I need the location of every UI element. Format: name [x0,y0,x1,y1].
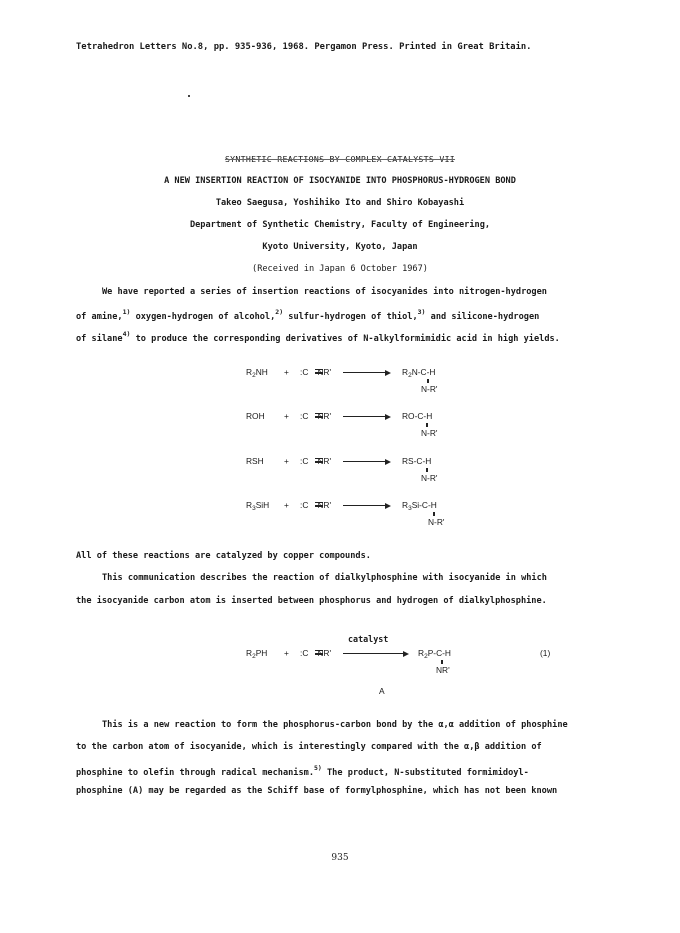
reactant-thiol: RSH [246,456,264,466]
closing-line-2: to the carbon atom of isocyanide, which is interestingly compared with the α,β addition of [76,742,542,752]
plus-sign: + [284,367,289,377]
catalyst-label: catalyst [348,634,389,644]
series-title: SYNTHETIC REACTIONS BY COMPLEX CATALYSTS VII [224,154,456,164]
reactant-silane: $R_3SiH$ [246,500,270,512]
closing-line-4: phosphine (A) may be regarded as the Schiff base of formylphosphine, which has not been known [76,786,558,796]
product-imine: N-R' [421,473,438,483]
reaction-arrow [343,461,389,462]
reactant-phosphine: $R_2PH$ [246,648,268,660]
product-thioformimidate: RS-C-H [402,456,432,466]
speck [188,95,190,97]
ref-5: 5) [314,764,322,772]
ref-3: 3) [417,308,426,316]
communication-line-2: the isocyanide carbon atom is inserted between phosphorus and hydrogen of dialkylphosphine. [76,596,547,606]
isocyanide: :C NR' [300,456,332,466]
isocyanide: :C NR' [300,367,332,377]
intro-line-1: We have reported a series of insertion reactions of isocyanides into nitrogen-hydrogen [102,287,547,297]
double-bond [426,468,428,472]
reactant-alcohol: ROH [246,411,265,421]
closing-line-3: phosphine to olefin through radical mechanism.$^{5)}$ The product, N-substituted formimidoyl- [76,764,529,778]
ref-1: 1) [122,308,131,316]
affiliation-university: Kyoto University, Kyoto, Japan [262,242,418,252]
product-silylformimidate: $R_3Si-C-H$ [402,500,437,512]
isocyanide: :C NR' [300,648,332,658]
reaction-arrow [343,653,407,654]
product-imine: N-R' [421,384,438,394]
product-formimidoylphosphine: $R_2P-C-H$ [418,648,451,660]
reaction-arrow [343,416,389,417]
plus-sign: + [284,456,289,466]
ref-2: 2) [275,308,284,316]
isocyanide: :C NR' [300,411,332,421]
affiliation-department: Department of Synthetic Chemistry, Faculty of Engineering, [189,220,491,230]
product-imine: N-R' [428,517,445,527]
copper-sentence: All of these reactions are catalyzed by copper compounds. [76,551,371,561]
authors: Takeo Saegusa, Yoshihiko Ito and Shiro Kobayashi [215,198,465,208]
plus-sign: + [284,500,289,510]
reactant-amine: $R_2NH$ [246,367,268,379]
received-date: (Received in Japan 6 October 1967) [252,264,428,274]
double-bond [441,660,443,664]
reaction-arrow [343,372,389,373]
equation-number: (1) [540,648,551,658]
communication-line-1: This communication describes the reaction of dialkylphosphine with isocyanide in which [102,573,547,583]
plus-sign: + [284,648,289,658]
product-formimidate: RO-C-H [402,411,433,421]
product-formamidine: $R_2N-C-H$ [402,367,436,379]
plus-sign: + [284,411,289,421]
intro-line-2: of amine,$^{1)}$ oxygen-hydrogen of alcohol,$^{2)}$ sulfur-hydrogen of thiol,$^{3)}$ and silicone-hydrogen [76,308,540,322]
alpha-alpha: α,α [438,720,454,730]
journal-header: Tetrahedron Letters No.8, pp. 935-936, 1968. Pergamon Press. Printed in Great Britain. [76,42,532,52]
product-imine: NR' [436,665,450,675]
closing-line-1: This is a new reaction to form the phosphorus-carbon bond by the α,α addition of phosphine [102,720,568,730]
page-number: 935 [331,853,349,863]
double-bond [426,423,428,427]
ref-4: 4) [122,330,131,338]
double-bond [427,379,429,383]
intro-line-3: of silane$^{4)}$ to produce the corresponding derivatives of N-alkylformimidic acid in high yields. [76,330,560,344]
article-title: A NEW INSERTION REACTION OF ISOCYANIDE INTO PHOSPHORUS-HYDROGEN BOND [164,176,516,186]
compound-label-a: A [379,686,385,696]
product-imine: N-R' [421,428,438,438]
double-bond [433,512,435,516]
reaction-arrow [343,505,389,506]
alpha-beta: α,β [464,742,480,752]
isocyanide: :C NR' [300,500,332,510]
